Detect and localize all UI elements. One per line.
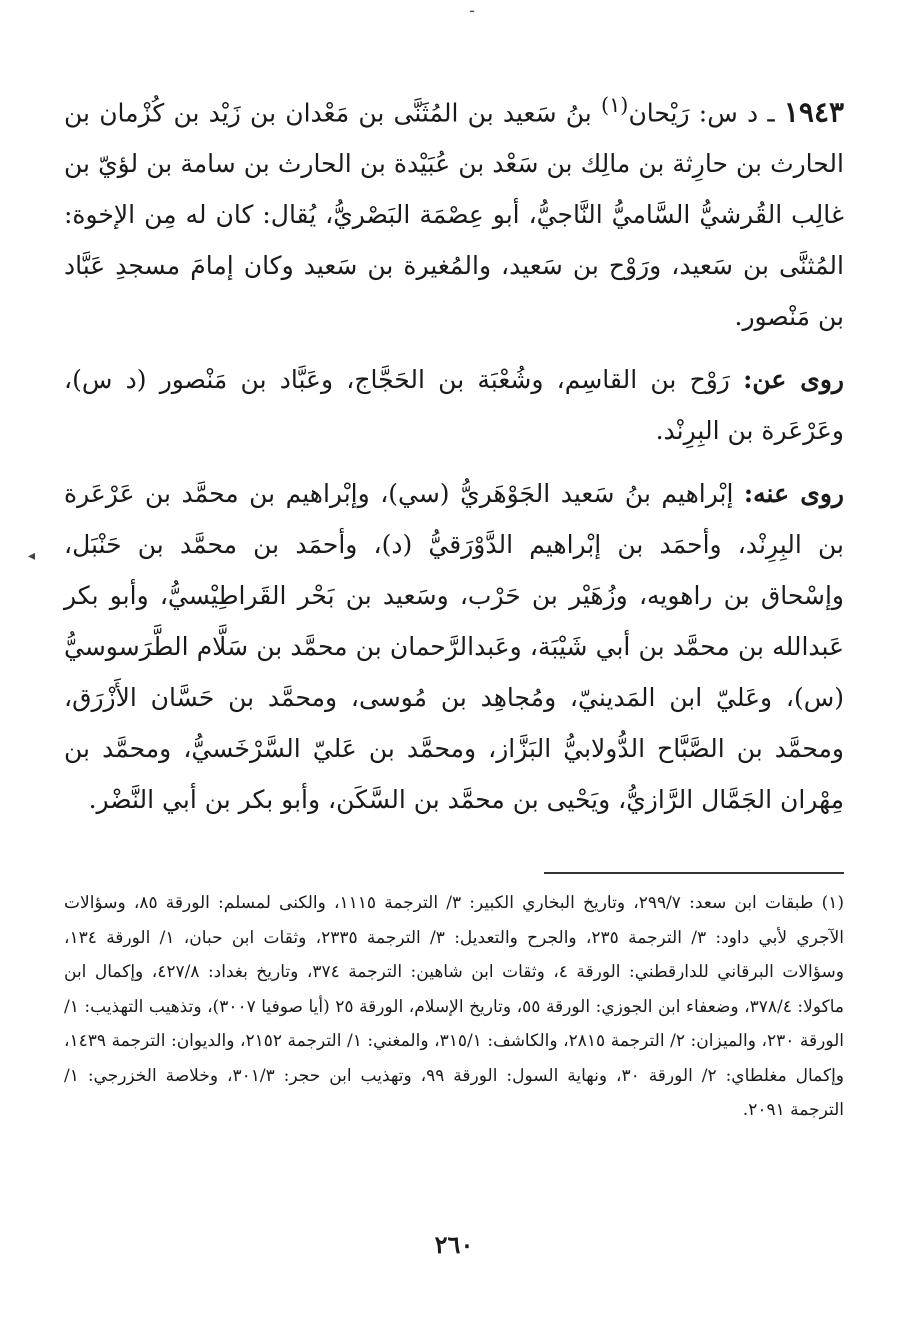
entry-text: بنُ سَعيد بن المُثَنَّى بن مَعْدان بن زَيْد بن كُزْمان بن الحارث بن حارِثة بن مالِك بن سَعْد بن عُبَيْدة بن الحارث بن سامة بن لؤيّ بن غالِب القُرشيُّ السَّاميُّ النَّاجيُّ، أبو عِصْمَة البَصْريُّ، يُقال: كان له مِن الإخوة: المُثنَّى بن سَعيد، ورَوْح بن سَعيد، والمُغيرة بن سَعيد وكان إمامَ مسجدِ عَبَّاد بن مَنْصور. (64, 98, 844, 332)
footnote-separator (544, 872, 844, 874)
footnote-reference[interactable]: (١) (600, 93, 629, 117)
narrated-by-label: روى عنه: (743, 479, 844, 509)
entry-name: رَيْحان (628, 98, 690, 128)
page (64, 80, 844, 1320)
footnote-marker: (١) (821, 893, 844, 913)
ink-mark: ـ (470, 0, 475, 16)
footnote-text: طبقات ابن سعد: ٢٩٩/٧، وتاريخ البخاري الكبير: ٣/ الترجمة ١١١٥، والكنى لمسلم: الورقة ٨٥، وسؤالات الآجري لأبي داود: ٣/ الترجمة ٢٣٥، والجرح والتعديل: ٣/ الترجمة ٢٣٣٥، وثقات ابن حبان، ١/ الورقة ١٣٤، وسؤالات البرقاني للدارقطني: الورقة ٤، وثقات ابن شاهين: الترجمة ٣٧٤، وتاريخ بغداد: ٤٢٧/٨، وإكمال ابن ماكولا: ٣٧٨/٤، وضعفاء ابن الجوزي: الورقة ٥٥، وتاريخ الإسلام، الورقة ٢٥ (أيا صوفيا ٣٠٠٧)، وتذهيب التهذيب: ١/ الورقة ٢٣٠، والميزان: ٢/ الترجمة ٢٨١٥، والكاشف: ٣١٥/١، والمغني: ١/ الترجمة ٢١٥٢، والديوان: الترجمة ١٤٣٩، وإكمال مغلطاي: ٢/ الورقة ٣٠، ونهاية السول: الورقة ٩٩، وتهذيب ابن حجر: ٣٠١/٣، وخلاصة الخزرجي: ١/ الترجمة ٢٠٩١. (64, 893, 845, 1120)
narrated-from-label: روى عن: (743, 365, 845, 395)
entry-dash: ـ (758, 98, 784, 128)
entry-number: ١٩٤٣ (783, 95, 845, 129)
footnote (64, 886, 844, 1128)
entry-symbols: د س (707, 98, 759, 128)
entry-paragraph: ١٩٤٣ ـ د س: رَيْحان$^{(١)}$ بنُ سَعيد بن المُثَنَّى بن مَعْدان بن زَيْد بن كُزْمان بن الحارث بن حارِثة بن مالِك بن سَعْد بن عُبَيْدة بن الحارث بن سامة بن لؤيّ بن غالِب القُرشيُّ السَّاميُّ النَّاجيُّ، أبو عِصْمَة البَصْريُّ، يُقال: كان له مِن الإخوة: المُثنَّى بن سَعيد، ورَوْح بن سَعيد، والمُغيرة بن سَعيد وكان إمامَ مسجدِ عَبَّاد بن مَنْصور. (64, 93, 845, 332)
narrated-from-text: رَوْح بن القاسِم، وشُعْبَة بن الحَجَّاج، وعَبَّاد بن مَنْصور (د س)، وعَرْعَرة بن البِرِنْد. (64, 365, 844, 446)
narrated-by-paragraph (64, 468, 844, 825)
ink-mark: ◂ (28, 548, 36, 564)
narrated-by-text: إبْراهيم بنُ سَعيد الجَوْهَريُّ (سي)، وإبْراهيم بن محمَّد بن عَرْعَرة بن البِرِنْد، وأحمَد بن إبْراهيم الدَّوْرَقيُّ (د)، وأحمَد بن محمَّد بن حَنْبَل، وإسْحاق بن راهويه، وزُهَيْر بن حَرْب، وسَعيد بن بَحْر القَراطِيْسيُّ، وأبو بكر عَبدالله بن محمَّد بن أبي شَيْبَة، وعَبدالرَّحمان بن محمَّد بن سَلَّام الطَّرَسوسيُّ (س)، وعَليّ ابن المَدينيّ، ومُجاهِد بن مُوسى، ومحمَّد بن حَسَّان الأَزْرَق، ومحمَّد بن الصَّبَّاح الدُّولابيُّ البَزَّاز، ومحمَّد بن عَليّ السَّرْخَسيُّ، ومحمَّد بن مِهْران الجَمَّال الرَّازيُّ، ويَحْيى بن محمَّد بن السَّكَن، وأبو بكر بن أبي النَّضْر. (64, 479, 844, 815)
page-number: ٢٦٠ (434, 1230, 474, 1259)
narrated-from-paragraph (64, 354, 844, 456)
